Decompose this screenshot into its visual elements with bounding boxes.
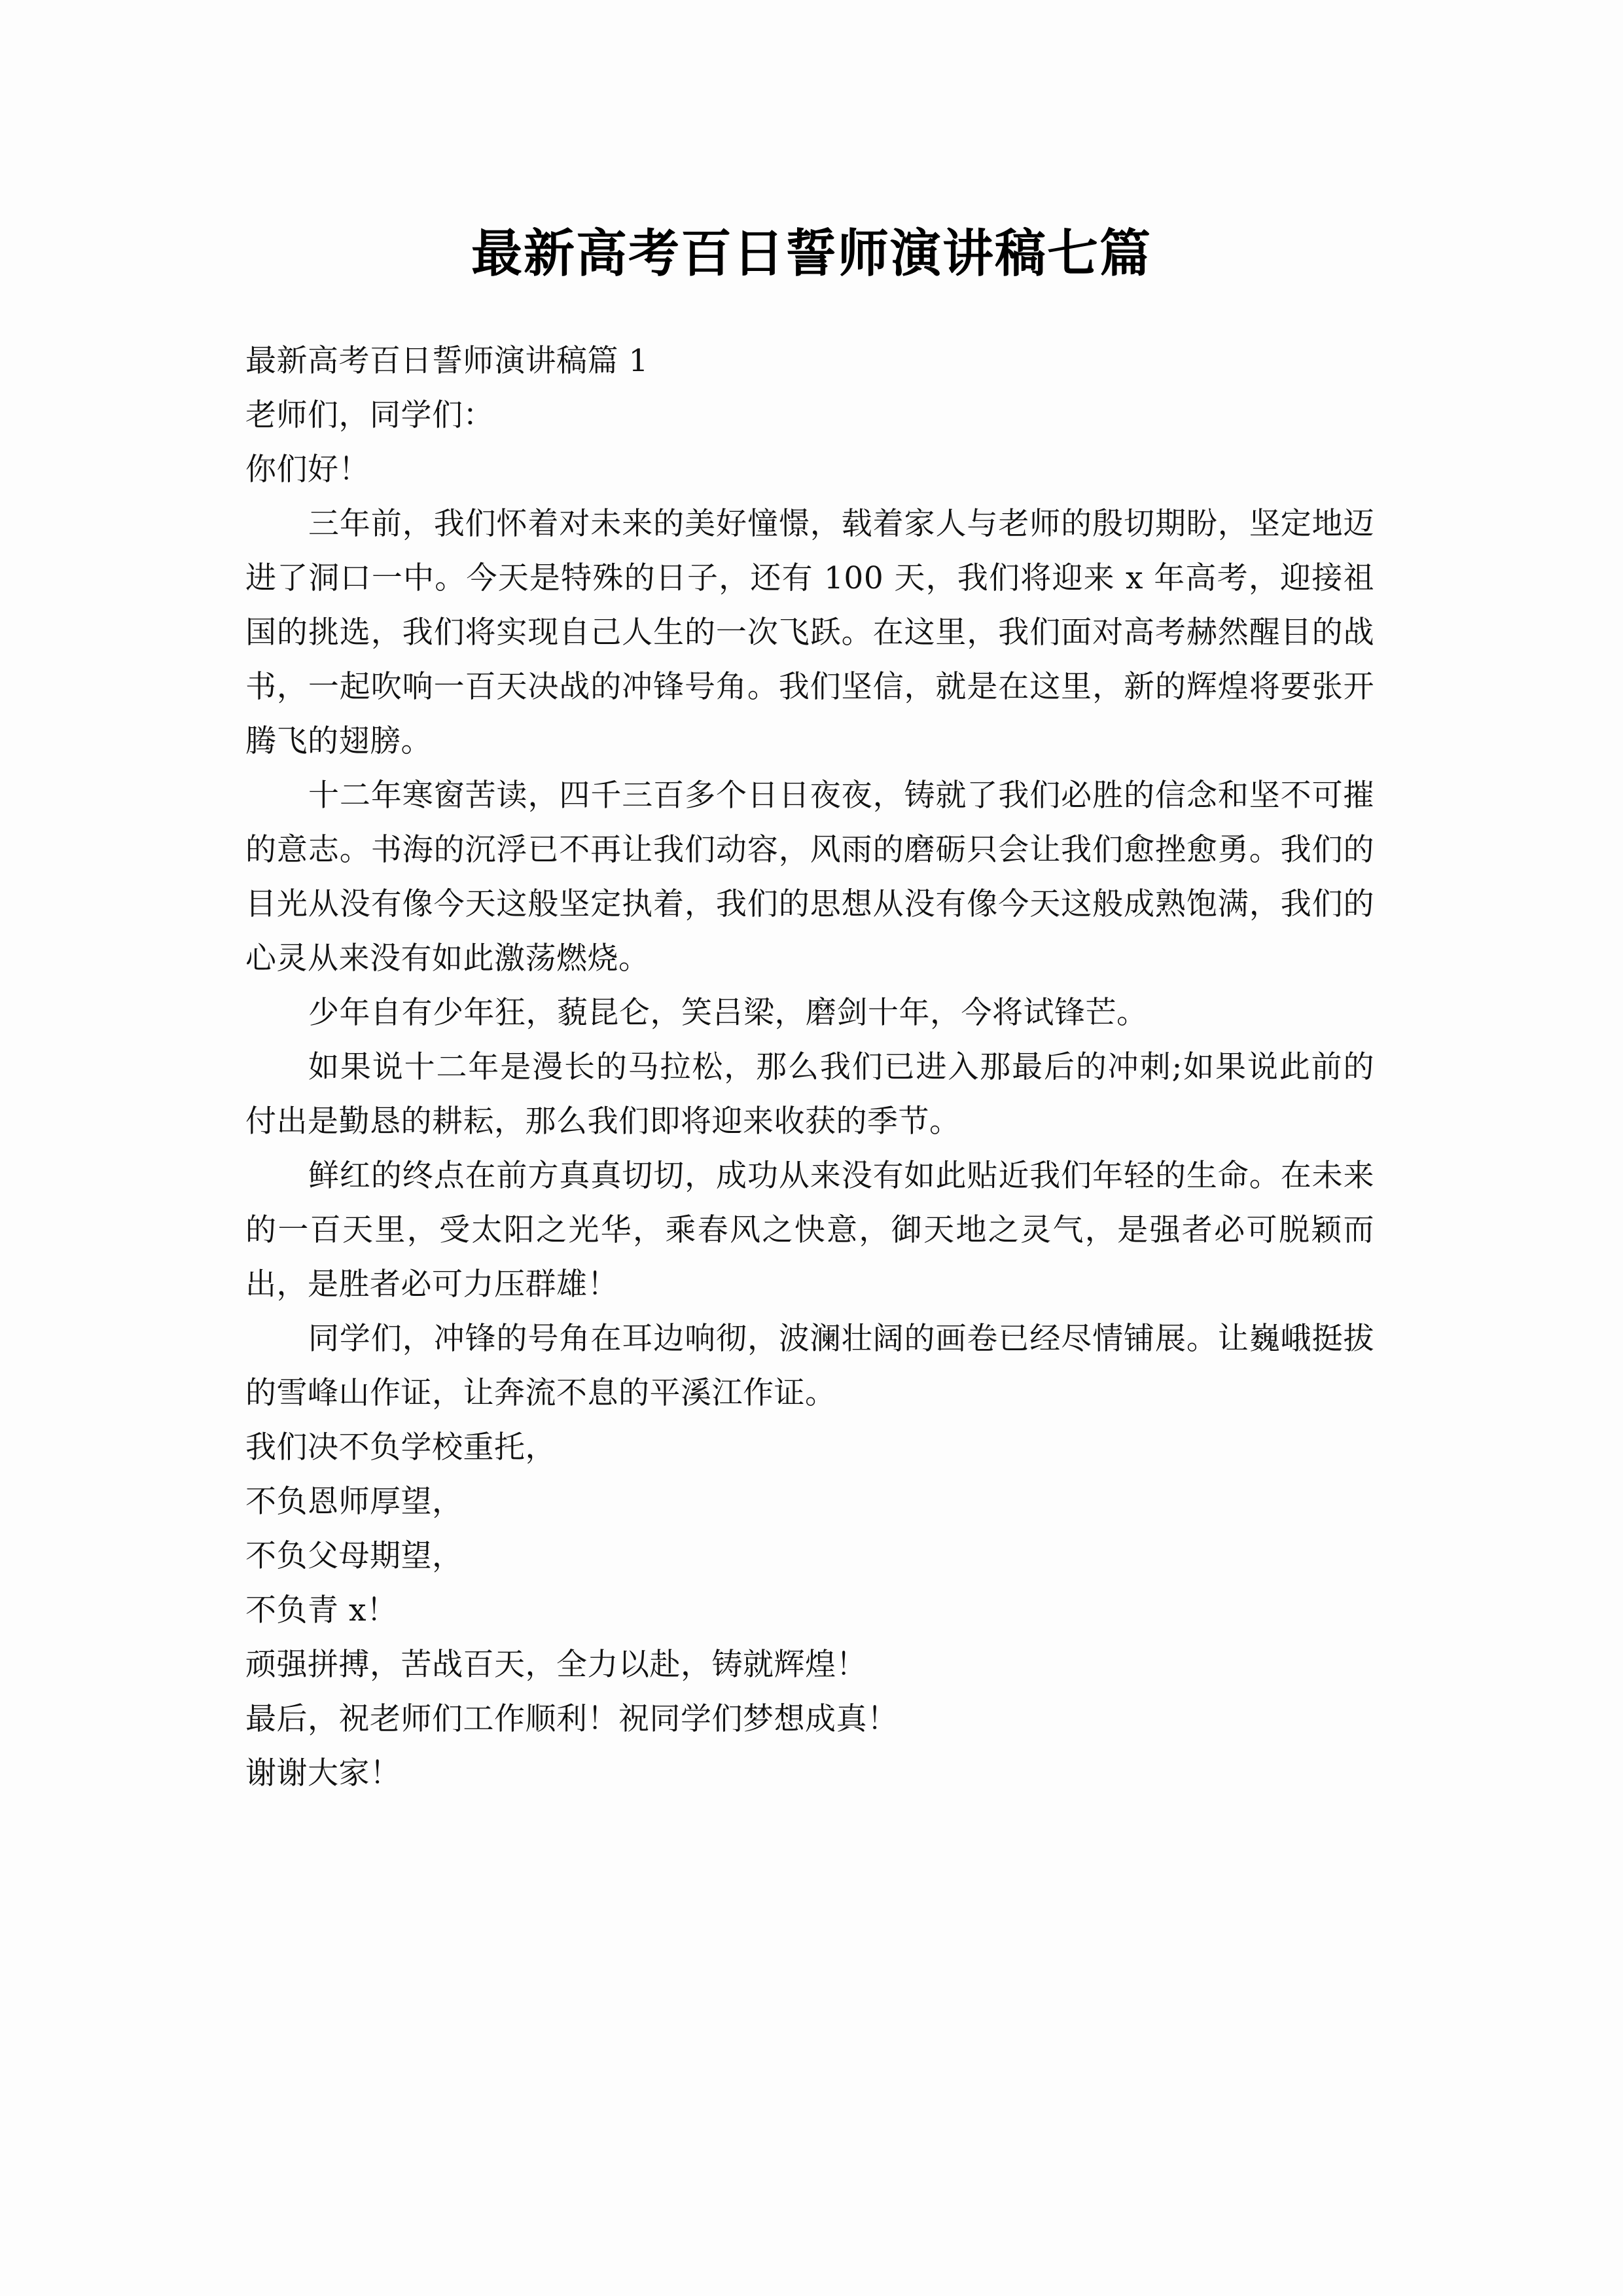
closing-wishes: 最后，祝老师们工作顺利！祝同学们梦想成真！ bbox=[245, 1701, 899, 1737]
page-title: 最新高考百日誓师演讲稿七篇 bbox=[471, 224, 1152, 284]
pledge-2: 不负恩师厚望， bbox=[245, 1484, 463, 1520]
pledge-1: 我们决不负学校重托， bbox=[245, 1429, 556, 1465]
para-1: 三年前，我们怀着对未来的美好憧憬，载着家人与老师的殷切期盼，坚定地迈进了洞口一中。今天是特殊的日子，还有 100 天，我们将迎来 x 年高考，迎接祖国的挑选，我们将实现自己人生的一次飞跃。在这里，我们面对高考赫然醒目的战书，一起吹响一百天决战的冲锋号角。我们坚信，就是在这里，新的辉煌将要张开腾飞的翅膀。 bbox=[245, 506, 1374, 759]
para-5: 鲜红的终点在前方真真切切，成功从来没有如此贴近我们年轻的生命。在未来的一百天里，受太阳之光华，乘春风之快意，御天地之灵气，是强者必可脱颖而出，是胜者必可力压群雄！ bbox=[245, 1158, 1374, 1302]
document-body bbox=[245, 334, 1374, 1801]
greeting: 你们好！ bbox=[245, 452, 370, 488]
slogan: 顽强拼搏，苦战百天，全力以赴，铸就辉煌！ bbox=[245, 1647, 867, 1683]
pledge-4: 不负青 x！ bbox=[245, 1592, 398, 1628]
para-3: 少年自有少年狂，藐昆仑，笑吕梁，磨剑十年，今将试锋芒。 bbox=[308, 995, 1148, 1031]
salutation: 老师们，同学们： bbox=[245, 397, 494, 433]
pledge-3: 不负父母期望， bbox=[245, 1538, 463, 1574]
para-6: 同学们，冲锋的号角在耳边响彻，波澜壮阔的画卷已经尽情铺展。让巍峨挺拔的雪峰山作证，让奔流不息的平溪江作证。 bbox=[245, 1321, 1374, 1411]
heading-piece-1: 最新高考百日誓师演讲稿篇 1 bbox=[245, 343, 649, 379]
para-4: 如果说十二年是漫长的马拉松，那么我们已进入那最后的冲刺;如果说此前的付出是勤恳的耕耘，那么我们即将迎来收获的季节。 bbox=[245, 1049, 1374, 1139]
thanks: 谢谢大家！ bbox=[245, 1755, 401, 1791]
para-2: 十二年寒窗苦读，四千三百多个日日夜夜，铸就了我们必胜的信念和坚不可摧的意志。书海的沉浮已不再让我们动容，风雨的磨砺只会让我们愈挫愈勇。我们的目光从没有像今天这般坚定执着，我们的思想从没有像今天这般成熟饱满，我们的心灵从来没有如此激荡燃烧。 bbox=[245, 778, 1374, 977]
